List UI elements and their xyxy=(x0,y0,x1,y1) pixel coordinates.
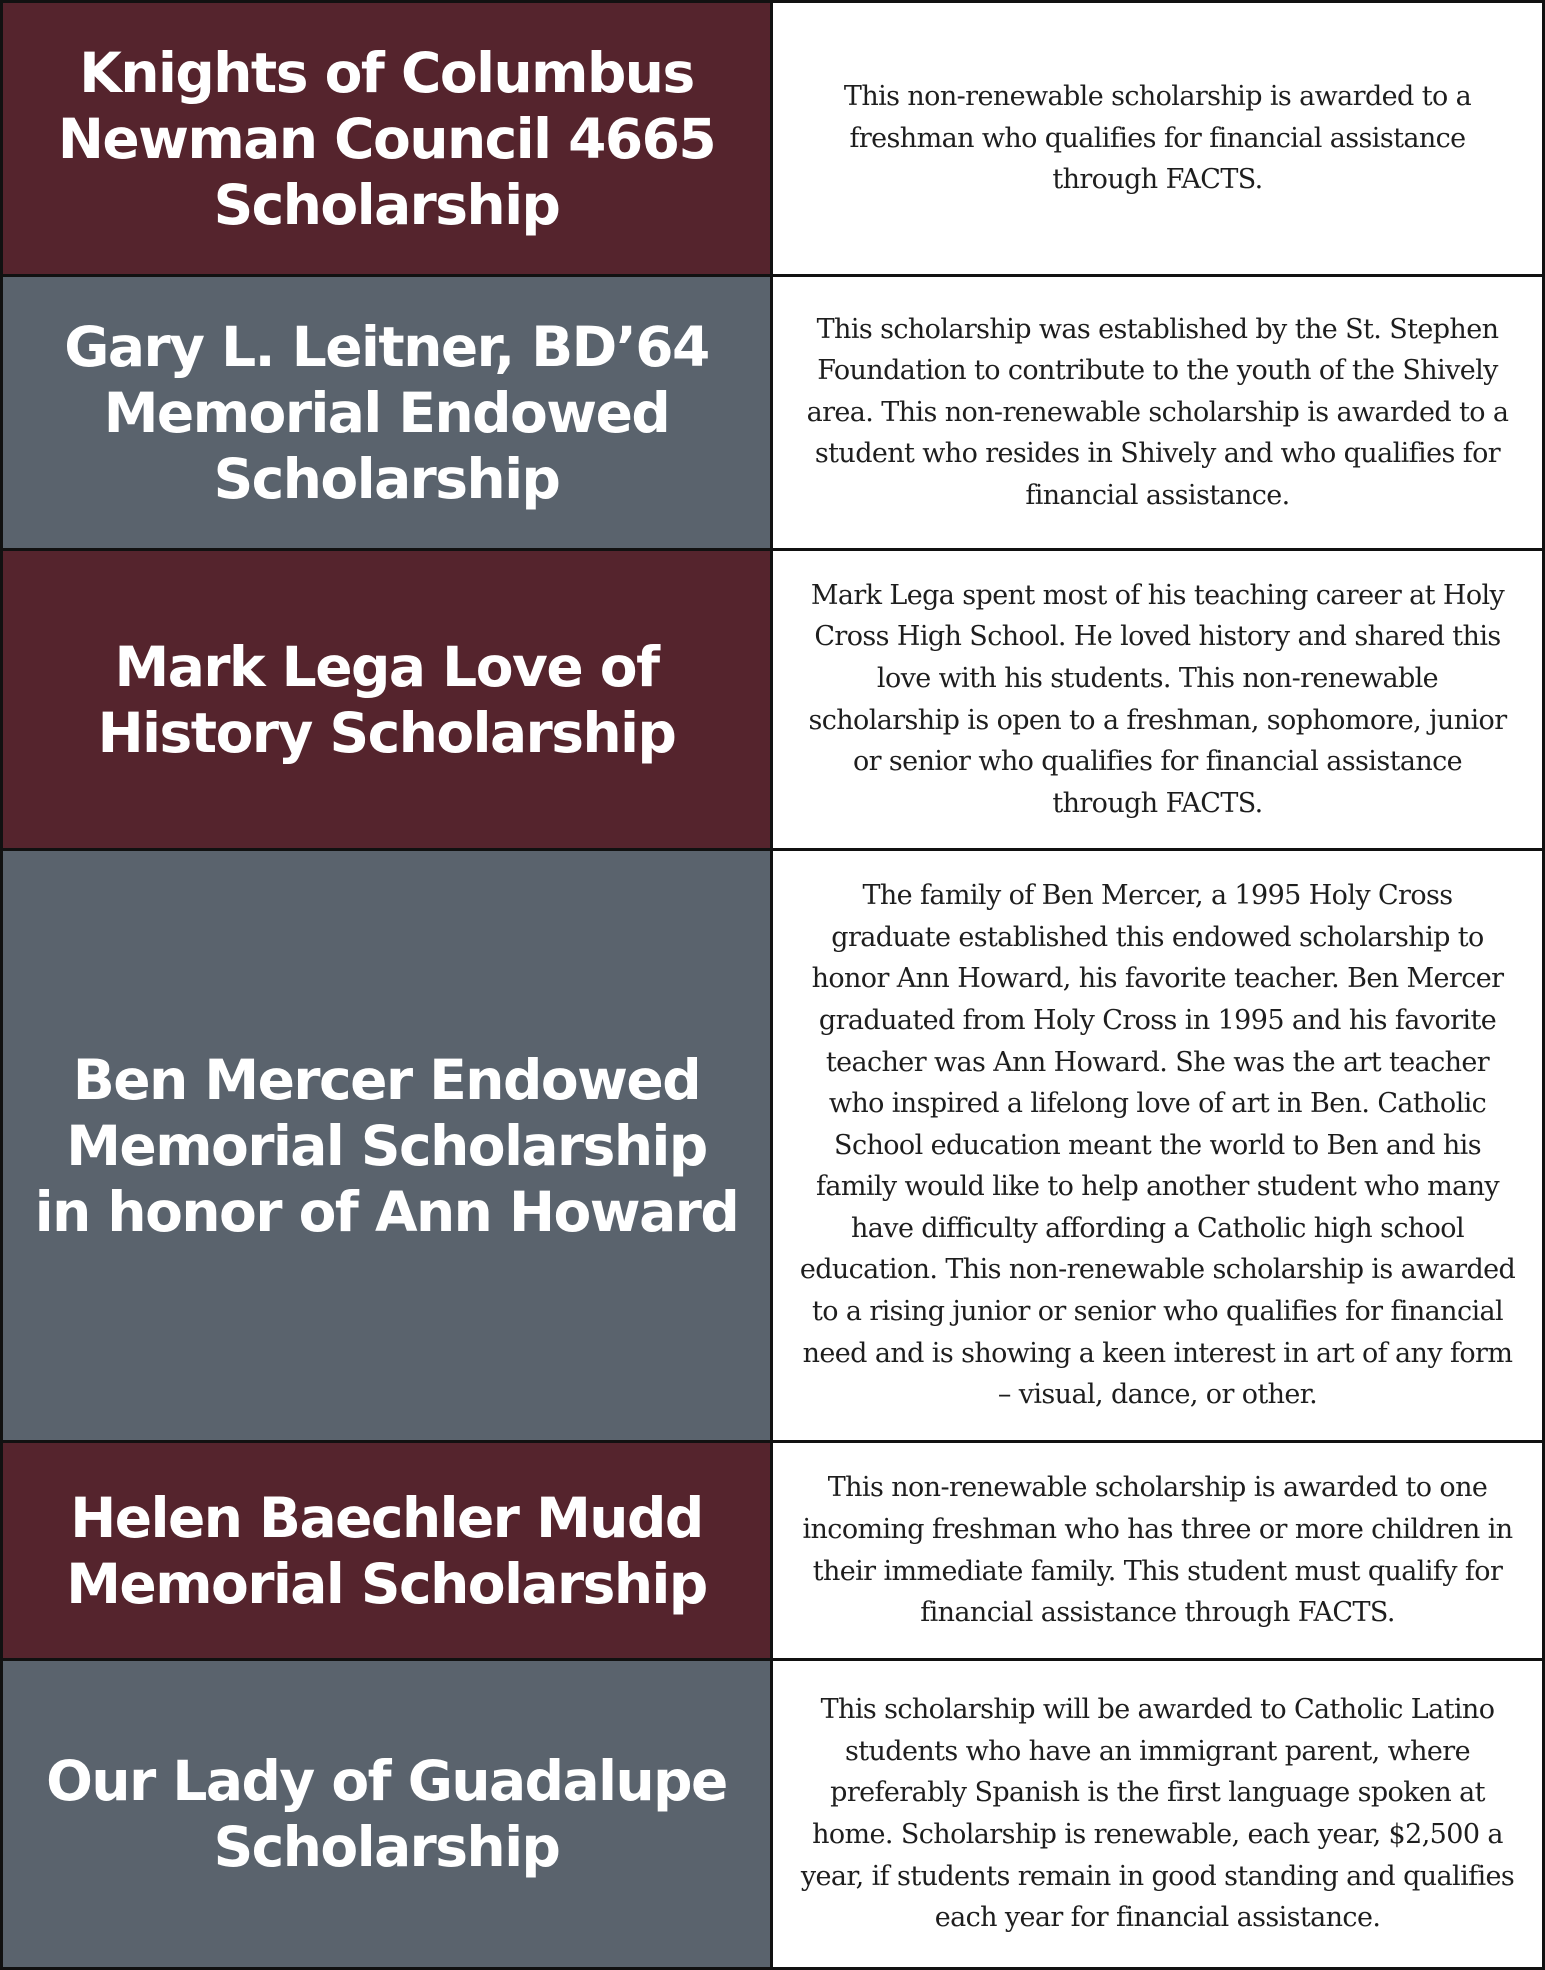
table-row xyxy=(3,551,1542,851)
scholarship-name-cell xyxy=(3,277,773,548)
table-row xyxy=(3,1443,1542,1661)
scholarship-description-cell xyxy=(773,1443,1542,1658)
scholarship-name: Helen Baechler Mudd Memorial Scholarship xyxy=(66,1485,707,1616)
scholarship-description-cell xyxy=(773,1661,1542,1967)
table-row xyxy=(3,1661,1542,1967)
scholarship-description-cell xyxy=(773,3,1542,274)
table-row xyxy=(3,3,1542,277)
scholarship-name-cell xyxy=(3,3,773,274)
scholarship-name: Our Lady of Guadalupe Scholarship xyxy=(46,1749,727,1879)
table-row xyxy=(3,851,1542,1443)
scholarship-name: Mark Lega Love of History Scholarship xyxy=(97,634,676,765)
scholarship-description-cell xyxy=(773,277,1542,548)
table-row xyxy=(3,277,1542,551)
scholarship-name: Ben Mercer Endowed Memorial Scholarship in honor of Ann Howard xyxy=(34,1047,739,1244)
scholarship-name: Gary L. Leitner, BD’64 Memorial Endowed Scholarship xyxy=(64,314,709,511)
scholarship-name-cell xyxy=(3,851,773,1440)
scholarship-description: This scholarship will be awarded to Catholic Latino students who have an immigrant parent, where preferably Spanish is the first language spoken at home. Scholarship is renewable, each year, $2,500 a year, if students remain in good standing and qualifies each year for financial assistance. xyxy=(800,1694,1515,1934)
scholarship-description: The family of Ben Mercer, a 1995 Holy Cross graduate established this endowed scholarship to honor Ann Howard, his favorite teacher. Ben Mercer graduated from Holy Cross in 1995 and his favorite teacher was Ann Howard. She was the art teacher who inspired a lifelong love of art in Ben. Catholic School education meant the world to Ben and his family would like to help another student who many have difficulty affording a Catholic high school education. This non-renewable scholarship is awarded to a rising junior or senior who qualifies for financial need and is showing a keen interest in art of any form – visual, dance, or other. xyxy=(799,880,1516,1411)
scholarship-name-cell xyxy=(3,551,773,848)
scholarship-description-cell xyxy=(773,551,1542,848)
scholarship-name-cell xyxy=(3,1443,773,1658)
scholarship-description: This non-renewable scholarship is awarded to a freshman who qualifies for financial assistance through FACTS. xyxy=(843,81,1472,196)
scholarship-name-cell xyxy=(3,1661,773,1967)
scholarship-description: This non-renewable scholarship is awarded to one incoming freshman who has three or more children in their immediate family. This student must qualify for financial assistance through FACTS. xyxy=(802,1472,1513,1629)
scholarship-description-cell xyxy=(773,851,1542,1440)
scholarship-name: Knights of Columbus Newman Council 4665 Scholarship xyxy=(57,40,716,237)
scholarship-description: Mark Lega spent most of his teaching career at Holy Cross High School. He loved history and shared this love with his students. This non-renewable scholarship is open to a freshman, sophomore, junior or senior who qualifies for financial assistance through FACTS. xyxy=(808,579,1507,819)
scholarship-description: This scholarship was established by the St. Stephen Foundation to contribute to the youth of the Shively area. This non-renewable scholarship is awarded to a student who resides in Shively and who qualifies for financial assistance. xyxy=(806,313,1509,511)
